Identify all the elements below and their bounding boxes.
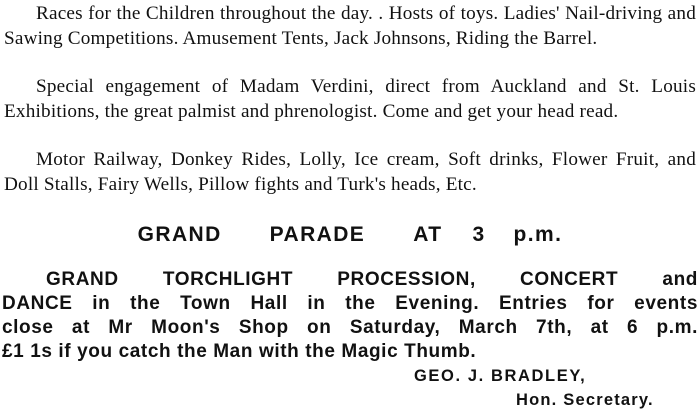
- stalls-text: Motor Railway, Donkey Rides, Lolly, Ice cream, Soft drinks, Flower Fruit, and Doll Stalls, Fairy Wells, Pillow fights and Turk's heads, Etc.: [4, 149, 696, 195]
- palmist-text: Special engagement of Madam Verdini, direct from Auckland and St. Louis Exhibitions, the great palmist and phrenologist. Come and get your head read.: [4, 76, 696, 122]
- parade-word: PARADE: [269, 223, 366, 246]
- parade-word: GRAND: [137, 223, 222, 246]
- parade-word: 3: [472, 223, 486, 246]
- secretary-title: Hon. Secretary.: [516, 391, 654, 409]
- stalls-paragraph: [4, 148, 696, 197]
- torchlight-line-1: GRAND TORCHLIGHT PROCESSION, CONCERT and: [46, 269, 698, 290]
- torchlight-line-2: DANCE in the Town Hall in the Evening. Entries for events: [2, 293, 698, 314]
- parade-word: p.m.: [513, 223, 563, 246]
- palmist-paragraph: [4, 75, 696, 124]
- grand-parade-heading: [0, 222, 700, 248]
- amusements-paragraph: [4, 2, 696, 51]
- parade-word: AT: [413, 223, 443, 246]
- torchlight-line-3: close at Mr Moon's Shop on Saturday, March 7th, at 6 p.m.: [2, 317, 698, 338]
- amusements-text: Races for the Children throughout the day. . Hosts of toys. Ladies' Nail-driving and Sawing Competitions. Amusement Tents, Jack Johnsons, Riding the Barrel.: [4, 3, 696, 49]
- secretary-name: GEO. J. BRADLEY,: [414, 367, 587, 385]
- torchlight-line-4: £1 1s if you catch the Man with the Magic Thumb.: [2, 341, 477, 362]
